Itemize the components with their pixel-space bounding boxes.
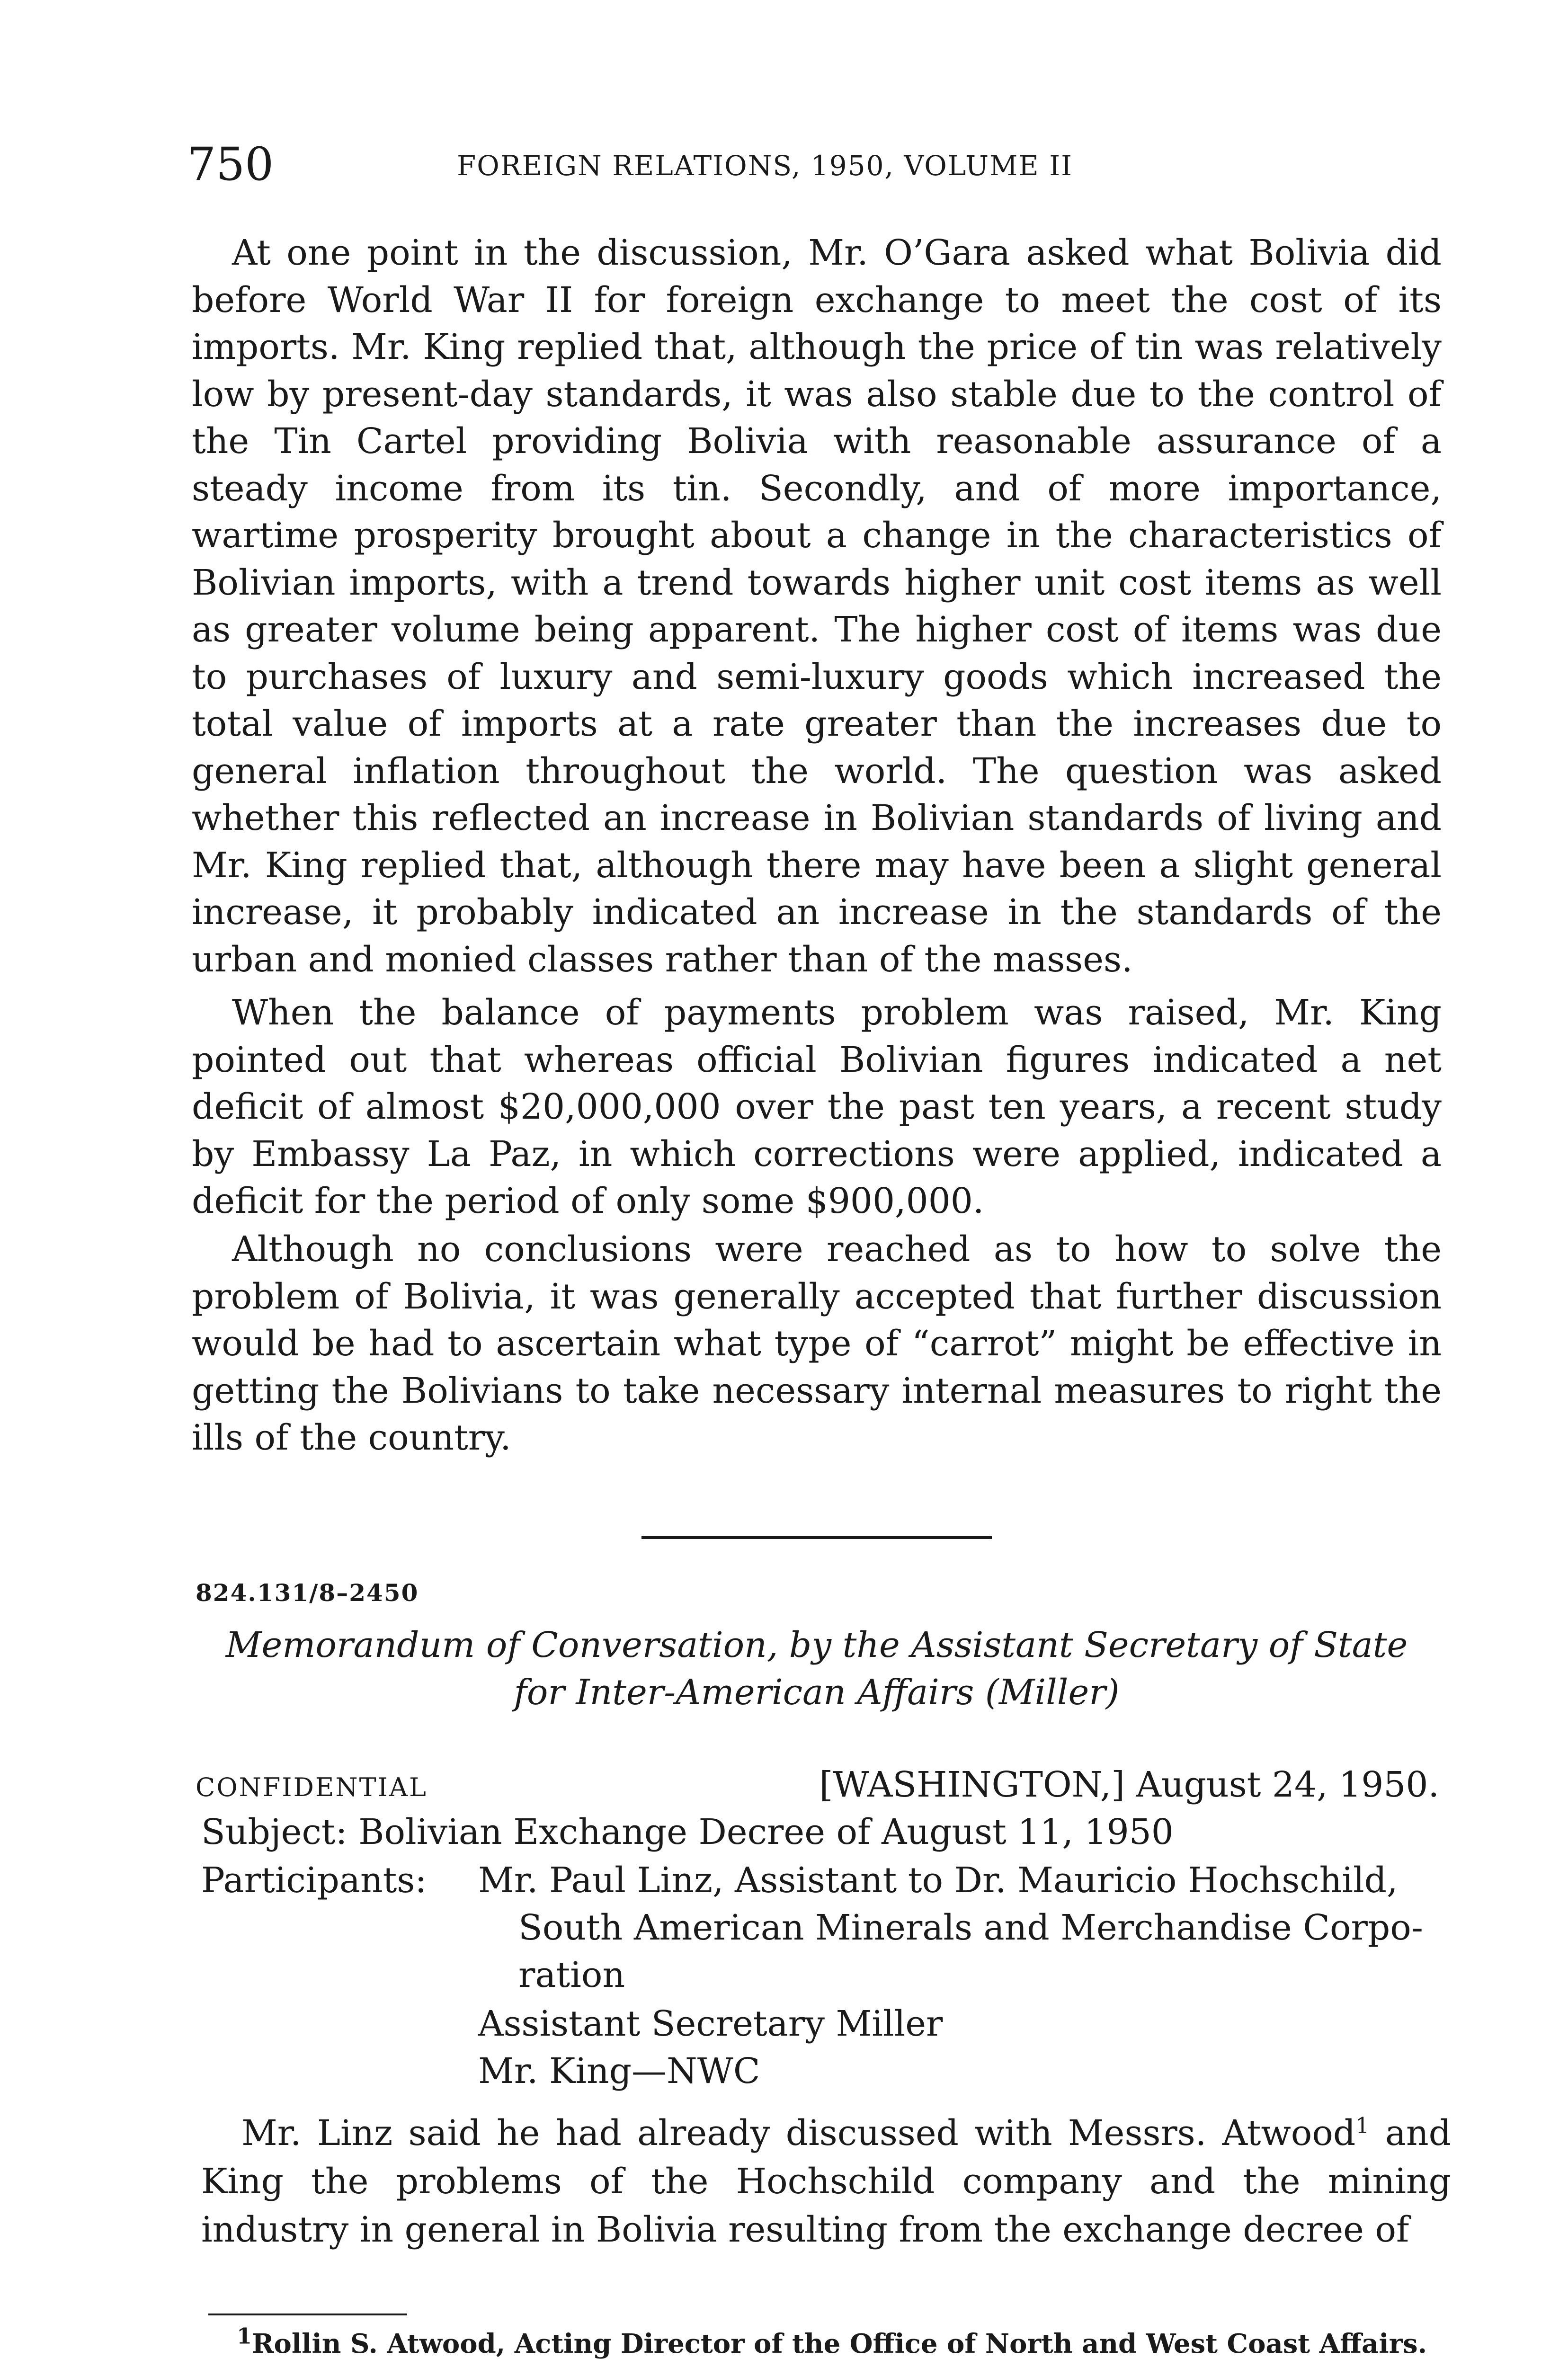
body-section [192,230,1442,983]
closing-paragraph [201,2109,1451,2254]
footnote-rule [208,2314,407,2315]
classification-label: CONFIDENTIAL [196,1772,428,1802]
dateline: [WASHINGTON,] August 24, 1950. [819,1764,1439,1805]
participant-1-line-1: Mr. Paul Linz, Assistant to Dr. Mauricio Hochschild, [478,1860,1398,1901]
section-divider [641,1536,992,1539]
closing-text-end: and King the problems of the Hochschild company and the mining industry in general in Bolivia resulting from the exchange decree of [201,2113,1451,2250]
body-section-2 [192,989,1442,1225]
footnote [208,2322,1453,2366]
running-head [187,138,1446,190]
footnote-reference[interactable]: 1 [1355,2112,1370,2138]
page-number: 750 [187,138,274,191]
memo-title-line-1: Memorandum of Conversation, by the Assistant Secretary of State [225,1625,1408,1665]
file-number: 824.131/8–2450 [196,1579,419,1607]
running-head-title: FOREIGN RELATIONS, 1950, VOLUME II [457,150,1073,182]
subject-line: Subject: Bolivian Exchange Decree of August 11, 1950 [201,1812,1174,1852]
participant-1-line-2: South American Minerals and Merchandise Corpo- [518,1907,1423,1948]
body-section-3 [192,1226,1442,1462]
participant-3: Mr. King—NWC [478,2051,760,2091]
memo-title [192,1621,1442,1716]
participants-label: Participants: [201,1860,427,1901]
participant-2: Assistant Secretary Miller [478,2003,943,2044]
paragraph-1: At one point in the discussion, Mr. O’Gara asked what Bolivia did before World War II for foreign exchange to meet the cost of its imports. Mr. King replied that, although the price of tin was relatively low by present-day standards, it was also stable due to the control of the Tin Cartel providing Bolivia with reasonable assurance of a steady income from its tin. Secondly, and of more importance, wartime prosperity brought about a change in the characteristics of Bolivian imports, with a trend towards higher unit cost items as well as greater volume being apparent. The higher cost of items was due to purchases of luxury and semi-luxury goods which increased the total value of imports at a rate greater than the increases due to general inflation throughout the world. The question was asked whether this reflected an increase in Bolivian standards of living and Mr. King replied that, although there may have been a slight general increase, it probably indicated an increase in the standards of the urban and monied classes rather than of the masses. [192,232,1442,980]
footnote-marker: 1 [237,2323,252,2349]
closing-text-start: Mr. Linz said he had already discussed with Messrs. Atwood [241,2113,1356,2153]
footnote-text: Rollin S. Atwood, Acting Director of the Office of North and West Coast Affairs. [252,2328,1427,2359]
memo-title-line-2: for Inter-American Affairs (Miller) [514,1672,1120,1713]
paragraph-2: When the balance of payments problem was raised, Mr. King pointed out that whereas official Bolivian figures indicated a net deficit of almost $20,000,000 over the past ten years, a recent study by Embassy La Paz, in which corrections were applied, indicated a deficit for the period of only some $900,000. [192,992,1442,1221]
participant-1-line-3: ration [518,1955,625,1995]
paragraph-3: Although no conclusions were reached as to how to solve the problem of Bolivia, it was generally accepted that further discussion would be had to ascertain what type of “carrot” might be effective in getting the Bolivians to take necessary internal measures to right the ills of the country. [192,1229,1442,1458]
